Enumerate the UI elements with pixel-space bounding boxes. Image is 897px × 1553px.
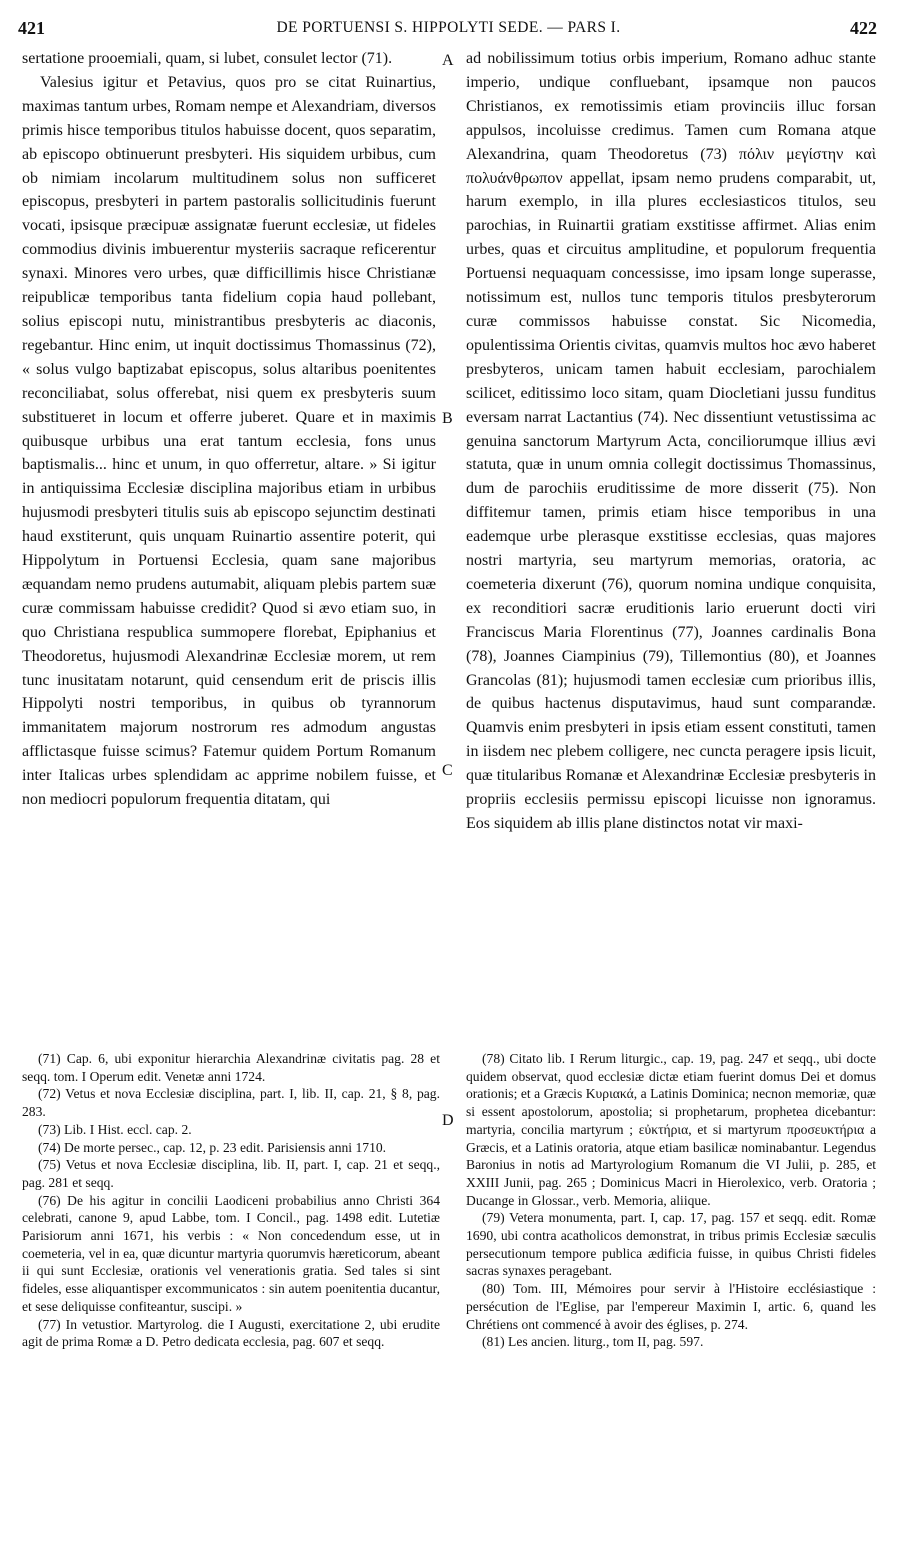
running-header	[14, 18, 883, 42]
footnote: (75) Vetus et nova Ecclesiæ disciplina, lib. II, part. I, cap. 21 et seqq., pag. 281 et seqq.	[22, 1157, 440, 1190]
footnotes-left	[22, 1050, 440, 1490]
footnote: (73) Lib. I Hist. eccl. cap. 2.	[38, 1121, 192, 1137]
margin-letter-d: D	[442, 1112, 454, 1129]
footnote: (76) De his agitur in concilii Laodiceni probabilius anno Christi 364 celebrati, canone 9, apud Labbe, tom. I Concil., pag. 1498 edit. Lutetiæ Parisiorum anni 1671, his verbis : « Non concedendum esse, ut in coemeteria, vel in ea, quæ dicuntur martyria quorumvis hæreticorum, abeant ii qui sunt Ecclesiæ, orationis vel venerationis gratia. Sed tales si sint fideles, esse aliquantisper excommunicatos : sin autem poenitentia ducantur, et sese deliquisse confiteantur, suscipi. »	[22, 1192, 440, 1314]
page-number-right: 422	[850, 18, 877, 38]
page-number-left: 421	[18, 18, 45, 38]
margin-letter-c: C	[442, 762, 453, 779]
margin-letter-a: A	[442, 52, 454, 69]
running-title: DE PORTUENSI S. HIPPOLYTI SEDE. — PARS I.	[276, 19, 621, 36]
main-text-column-left	[22, 47, 436, 1037]
paragraph: sertatione prooemiali, quam, si lubet, consulet lector (71).	[22, 50, 393, 67]
footnote: (71) Cap. 6, ubi exponitur hierarchia Alexandrinæ civitatis pag. 28 et seqq. tom. I Operum edit. Venetæ anni 1724.	[22, 1051, 440, 1084]
footnote: (81) Les ancien. liturg., tom II, pag. 597.	[482, 1334, 704, 1350]
footnote: (79) Vetera monumenta, part. I, cap. 17, pag. 157 et seqq. edit. Romæ 1690, ubi contra acatholicos demonstrat, in tribus primis Ecclesiæ sæculis persecutionum tempore publica ædificia fuisse, in quibus Christi fideles sacras synaxes peragebant.	[466, 1210, 876, 1279]
footnote: (78) Citato lib. I Rerum liturgic., cap. 19, pag. 247 et seqq., ubi docte quidem observat, quod ecclesiæ dictæ etiam fuerint domus Dei et domus orationis; et a Græcis Κυριακά, a Latinis Dominica; necnon memoriæ, quæ si essent apostolorum, apostolia; si prophetarum, prophetea dicebantur: martyria, concilia martyrum ; εὐκτήρια, et si martyrum προσευκτήρια a Græcis, et a Latinis oratoria, atque etiam basilicæ nominabantur. Legendus Baronius in notis ad Martyrologium Romanum die VI Julii, p. 285, et XXIII Junii, pag. 265 ; Dominicus Macri in Hierolexico, verb. Oratoria ; Ducange in Glossar., verb. Memoria, aliique.	[466, 1051, 876, 1208]
footnote: (80) Tom. III, Mémoires pour servir à l'Histoire ecclésiastique : persécution de l'Eglise, par l'empereur Maximin I, artic. 6, quand les Chrétiens ont commencé à avoir des églises, p. 274.	[466, 1281, 876, 1332]
footnote: (74) De morte persec., cap. 12, p. 23 edit. Parisiensis anni 1710.	[38, 1139, 387, 1155]
footnote: (72) Vetus et nova Ecclesiæ disciplina, part. I, lib. II, cap. 21, § 8, pag. 283.	[22, 1086, 440, 1120]
main-text-column-right	[466, 47, 876, 1037]
margin-letter-b: B	[442, 410, 453, 427]
paragraph: ad nobilissimum totius orbis imperium, Romano adhuc stante imperio, undique confluebant, ipsamque non paucos Christianos, ex remotissimis etiam provinciis illuc forsan appulsos, incoluisse credimus. Tamen cum Romana atque Alexandrina, quam Theodoretus (73) πόλιν μεγίστην καὶ πολυάνθρωπον appellat, ipsam nemo prudens comparabit, ut, harum exemplo, in illa plures ecclesiasticos titulos, seu parochias, in Ruinartii gratiam exstitisse affirmet. Alias enim urbes, quas et circuitus amplitudine, et populorum frequentia Portuensi nequaquam concessisse, imo ipsam longe superasse, notissimum est, nullos tunc temporis titulos presbyterorum curæ commissos habuisse constat. Sic Nicomedia, opulentissima Orientis civitas, quamvis multos hoc ævo haberet presbyteros, unicam tamen habuit ecclesiam, parochialem scilicet, editissimo loco sitam, quam Diocletiani jussu funditus eversam narrat Lactantius (74). Nec dissentiunt vetustissima ac genuina sanctorum Martyrum Acta, conciliorumque illius ævi statuta, quæ in unum omnia collegit doctissimus Thomassinus, dum de parochiis eruditissime de more disserit (75). Non diffitemur tamen, primis etiam hisce temporibus in una eademque urbe plerasque exstitisse ecclesias, quas majores nostri martyria, seu martyrum memorias, oratoria, ac coemeteria dixerunt (76), quorum nomina undique conquisita, ex reconditiori sacræ eruditionis lario eruerunt docti viri Franciscus Maria Florentinus (77), Joannes cardinalis Bona (78), Joannes Ciampinius (79), Tillemontius (80), et Joannes Grancolas (81); hujusmodi tamen ecclesiæ cum prioribus illis, de quibus hactenus disputavimus, haud sunt comparandæ. Quamvis enim presbyteri in ipsis etiam essent constituti, tamen in iisdem nec plebem colligere, nec cuncta peragere ipsis licuit, quæ titularibus Romanæ et Alexandrinæ Ecclesiæ presbyteris in propriis ecclesiis permissu episcopi licuisse non ignoramus. Eos siquidem ab illis plane distinctos notat vir maxi-	[466, 50, 876, 832]
paragraph: Valesius igitur et Petavius, quos pro se citat Ruinartius, maximas tantum urbes, Romam nempe et Alexandriam, diversos primis hisce temporibus titulos habuisse docent, quos separatim, ab episcopo obtinuerunt presbyteri. His siquidem urbibus, cum ob nimiam incolarum multitudinem solus non sufficeret episcopus, presbyteri in partem pastoralis sollicitudinis fuerunt vocati, ipsisque præcipuæ assignatæ fuerunt ecclesiæ, ut fideles commodius divinis imbuerentur mysteriis sacraque reficerentur synaxi. Minores vero urbes, quæ difficillimis hisce Christianæ reipublicæ temporibus tanta fidelium copia haud pollebant, solius episcopi nutu, ministrantibus presbyteris ac diaconis, regebantur. Hinc enim, ut inquit doctissimus Thomassinus (72), « solus vulgo baptizabat episcopus, solus altaribus poenitentes reconciliabat, solus offerebat, nisi quem ex presbyteris suum substitueret in locum et offerre juberet. Quare et in maximis quibusque urbibus una erat tantum ecclesia, fons unus baptismalis... hinc et unum, in quo offerretur, altare. » Si igitur in antiquissima Ecclesiæ disciplina majoribus etiam in urbibus hujusmodi presbyteri titulis suis ab episcopo sejunctim destinati haud exstiterunt, quis unquam Ruinartio assentire poterit, qui Hippolytum in Portuensi Ecclesia, quam sane majoribus æquandam nemo prudens autumabit, aliquam plebis partem suæ curæ commissam habuisse credidit? Quod si ævo etiam suo, in quo Christiana respublica summopere florebat, Epiphanius et Theodoretus, hujusmodi Alexandrinæ Ecclesiæ morem, ut rem tunc inusitatam notarunt, quid censendum erit de priscis illis Hippolyti nostri temporibus, in quibus ob tyrannorum immanitatem majorum nostrorum res admodum angustas afflictasque fuisse scimus? Fatemur quidem Portum Romanum inter Italicas urbes splendidam ac apprime nobilem fuisse, et non mediocri populorum frequentia ditatam, qui	[22, 73, 436, 809]
footnotes-right	[466, 1050, 876, 1490]
footnote: (77) In vetustior. Martyrolog. die I Augusti, exercitatione 2, ubi erudite agit de prima Romæ a D. Petro dedicata ecclesia, pag. 607 et seqq.	[22, 1316, 440, 1350]
